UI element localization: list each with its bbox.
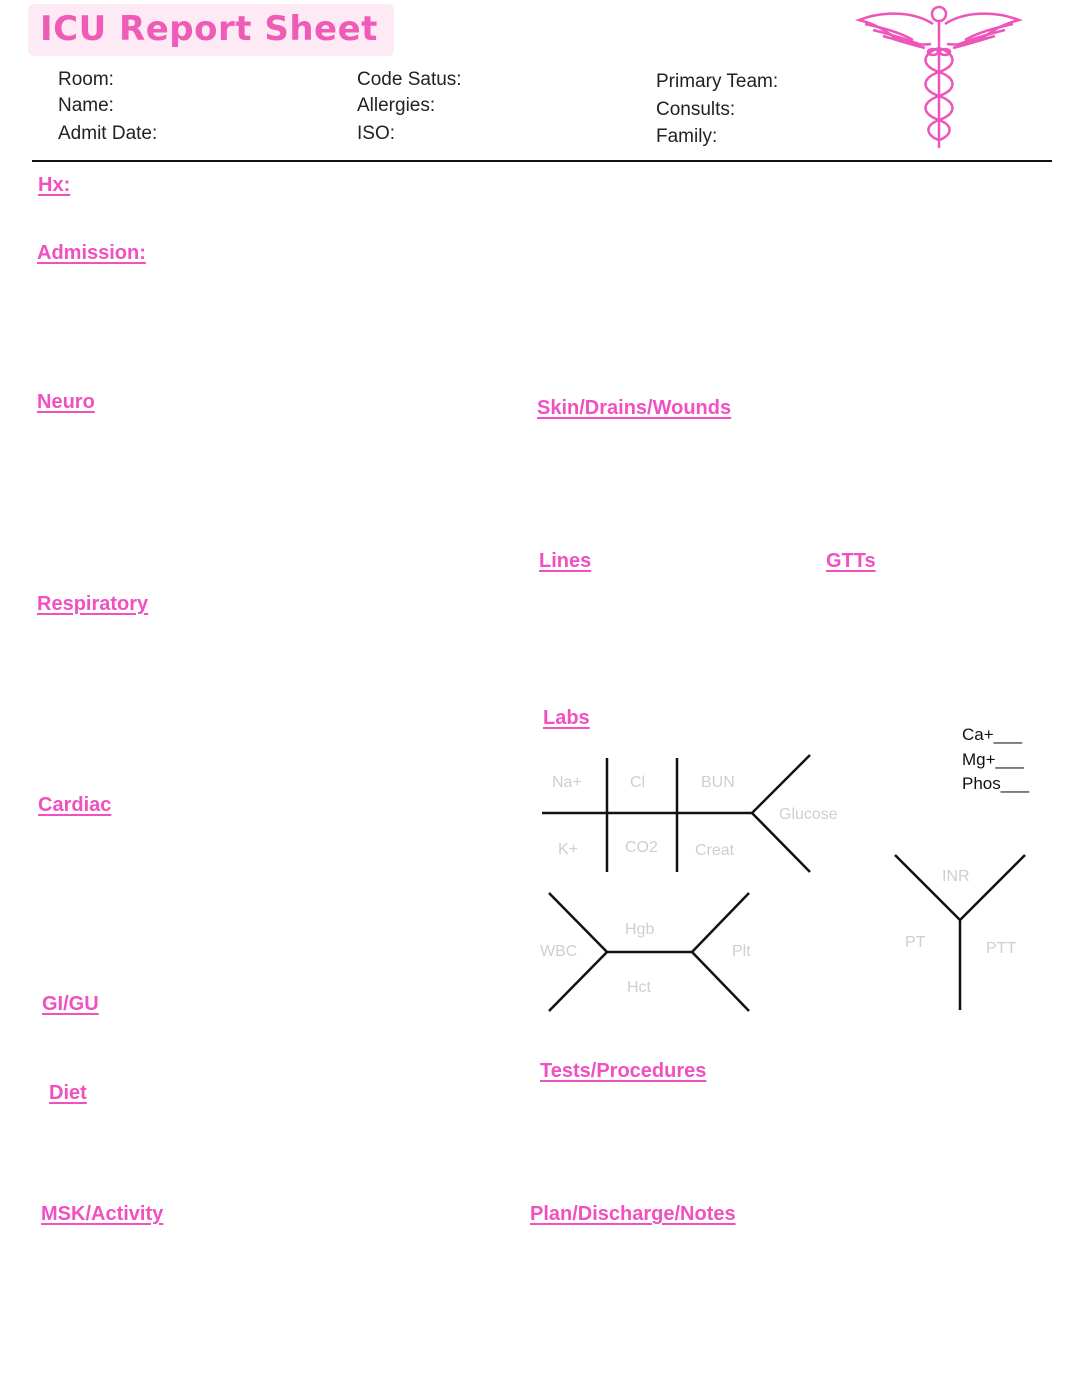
section-admission: Admission: bbox=[37, 242, 146, 264]
code-status-label: Code Satus: bbox=[357, 69, 462, 90]
section-labs: Labs bbox=[543, 707, 590, 729]
caduceus-icon bbox=[855, 2, 1025, 154]
phosphorus-label: Phos___ bbox=[962, 774, 1030, 793]
admit-date-label: Admit Date: bbox=[58, 123, 158, 144]
section-neuro: Neuro bbox=[37, 391, 95, 413]
hgb-label: Hgb bbox=[625, 921, 655, 938]
calcium-label: Ca+___ bbox=[962, 725, 1023, 744]
allergies-label: Allergies: bbox=[357, 95, 436, 116]
creat-label: Creat bbox=[695, 842, 735, 859]
lab-diagrams bbox=[520, 720, 1050, 1030]
bmp-fishbone bbox=[542, 755, 838, 872]
section-diet: Diet bbox=[49, 1082, 87, 1104]
k-label: K+ bbox=[558, 841, 579, 858]
header-divider bbox=[32, 160, 1052, 162]
wbc-label: WBC bbox=[540, 943, 578, 960]
section-lines: Lines bbox=[539, 550, 592, 572]
iso-label: ISO: bbox=[357, 123, 396, 144]
section-plan-discharge-notes: Plan/Discharge/Notes bbox=[530, 1203, 736, 1225]
consults-label: Consults: bbox=[656, 99, 736, 120]
section-tests-procedures: Tests/Procedures bbox=[540, 1060, 707, 1082]
section-gi-gu: GI/GU bbox=[42, 993, 99, 1015]
cl-label: Cl bbox=[630, 774, 646, 791]
section-respiratory: Respiratory bbox=[37, 593, 149, 615]
magnesium-label: Mg+___ bbox=[962, 750, 1024, 769]
room-label: Room: bbox=[58, 69, 114, 90]
family-label: Family: bbox=[656, 126, 718, 147]
pt-label: PT bbox=[905, 934, 926, 951]
cbc-diagram bbox=[540, 893, 751, 1011]
plt-label: Plt bbox=[732, 943, 751, 960]
primary-team-label: Primary Team: bbox=[656, 71, 779, 92]
co2-label: CO2 bbox=[625, 839, 658, 856]
glucose-label: Glucose bbox=[779, 806, 838, 823]
inr-label: INR bbox=[942, 868, 970, 885]
bun-label: BUN bbox=[701, 774, 735, 791]
section-cardiac: Cardiac bbox=[38, 794, 112, 816]
page-title: ICU Report Sheet bbox=[40, 9, 378, 49]
section-skin-drains-wounds: Skin/Drains/Wounds bbox=[537, 397, 732, 419]
ptt-label: PTT bbox=[986, 940, 1017, 957]
na-label: Na+ bbox=[552, 774, 582, 791]
section-msk-activity: MSK/Activity bbox=[41, 1203, 164, 1225]
section-gtts: GTTs bbox=[826, 550, 876, 572]
coag-diagram bbox=[895, 855, 1025, 1010]
name-label: Name: bbox=[58, 95, 114, 116]
hct-label: Hct bbox=[627, 979, 651, 996]
section-hx: Hx: bbox=[38, 174, 71, 196]
